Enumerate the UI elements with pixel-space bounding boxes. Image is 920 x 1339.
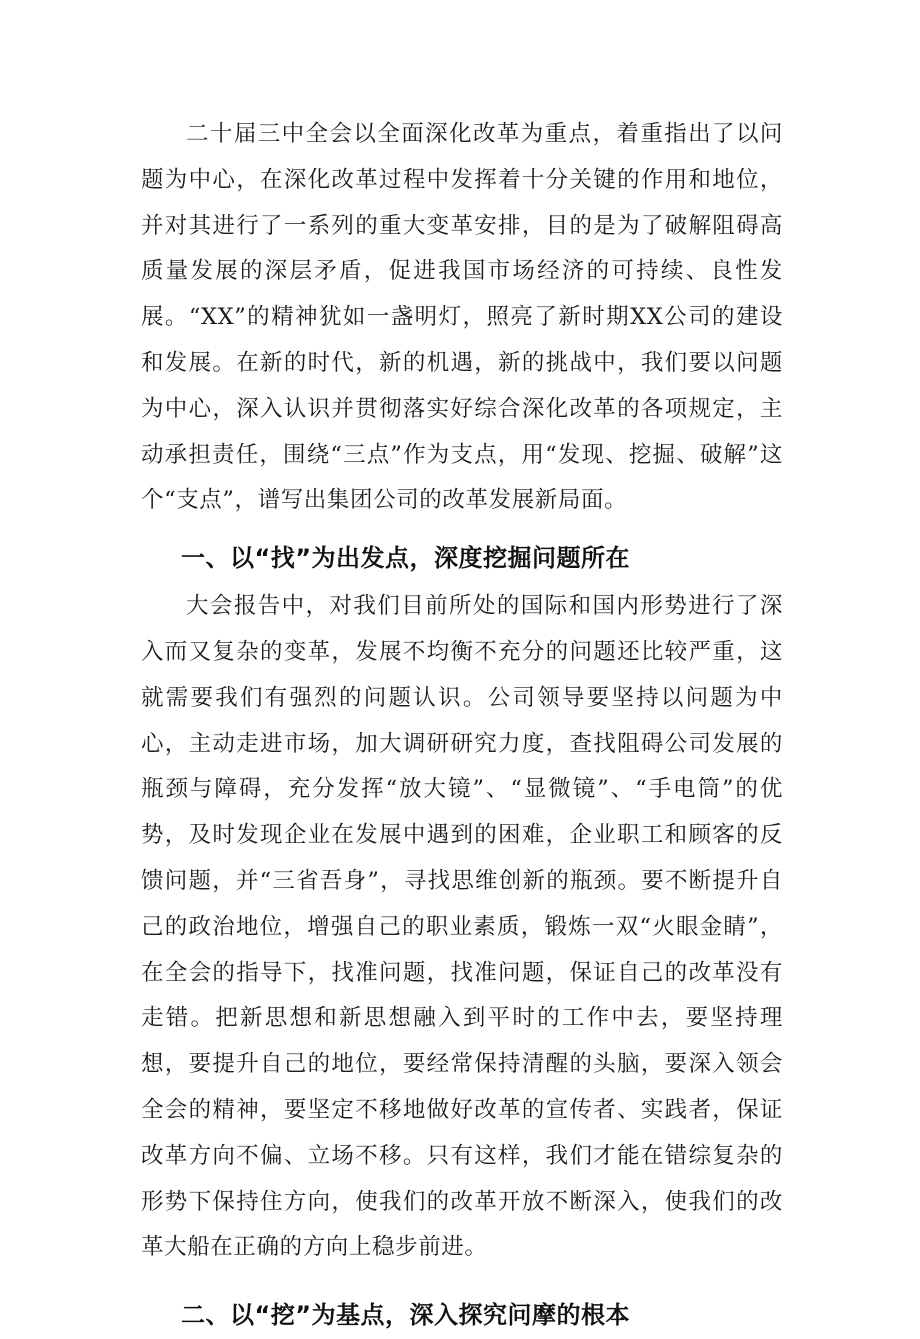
intro-paragraph: 二十届三中全会以全面深化改革为重点，着重指出了以问题为中心，在深化改革过程中发挥着十分关键的作用和地位，并对其进行了一系列的重大变革安排，目的是为了破解阻碍高质量发展的深层矛盾，促进我国市场经济的可持续、良性发展。“XX”的精神犹如一盏明灯，照亮了新时期XX公司的建设和发展。在新的时代，新的机遇，新的挑战中，我们要以问题为中心，深入认识并贯彻落实好综合深化改革的各项规定，主动承担责任，围绕“三点”作为支点，用“发现、挖掘、破解”这个“支点”，谱写出集团公司的改革发展新局面。 (141, 121, 783, 514)
section-2-heading: 二、以“挖”为基点，深入探究问摩的根本 (181, 1301, 631, 1330)
section-1-heading: 一、以“找”为出发点，深度挖掘问题所在 (181, 544, 631, 573)
section-1-paragraph: 大会报告中，对我们目前所处的国际和国内形势进行了深入而又复杂的变革，发展不均衡不充分的问题还比较严重，这就需要我们有强烈的问题认识。公司领导要坚持以问题为中心，主动走进市场，加大调研研究力度，查找阻碍公司发展的瓶颈与障碍，充分发挥“放大镜”、“显微镜”、“手电筒”的优势，及时发现企业在发展中遇到的困难，企业职工和顾客的反馈问题，并“三省吾身”，寻找思维创新的瓶颈。要不断提升自己的政治地位，增强自己的职业素质，锻炼一双“火眼金睛”，在全会的指导下，找准问题，找准问题，保证自己的改革没有走错。把新思想和新思想融入到平时的工作中去，要坚持理想，要提升自己的地位，要经常保持清醒的头脑，要深入领会全会的精神，要坚定不移地做好改革的宣传者、实践者，保证改革方向不偏、立场不移。只有这样，我们才能在错综复杂的形势下保持住方向，使我们的改革开放不断深入，使我们的改革大船在正确的方向上稳步前进。 (141, 593, 783, 1261)
document-body (141, 112, 783, 1339)
